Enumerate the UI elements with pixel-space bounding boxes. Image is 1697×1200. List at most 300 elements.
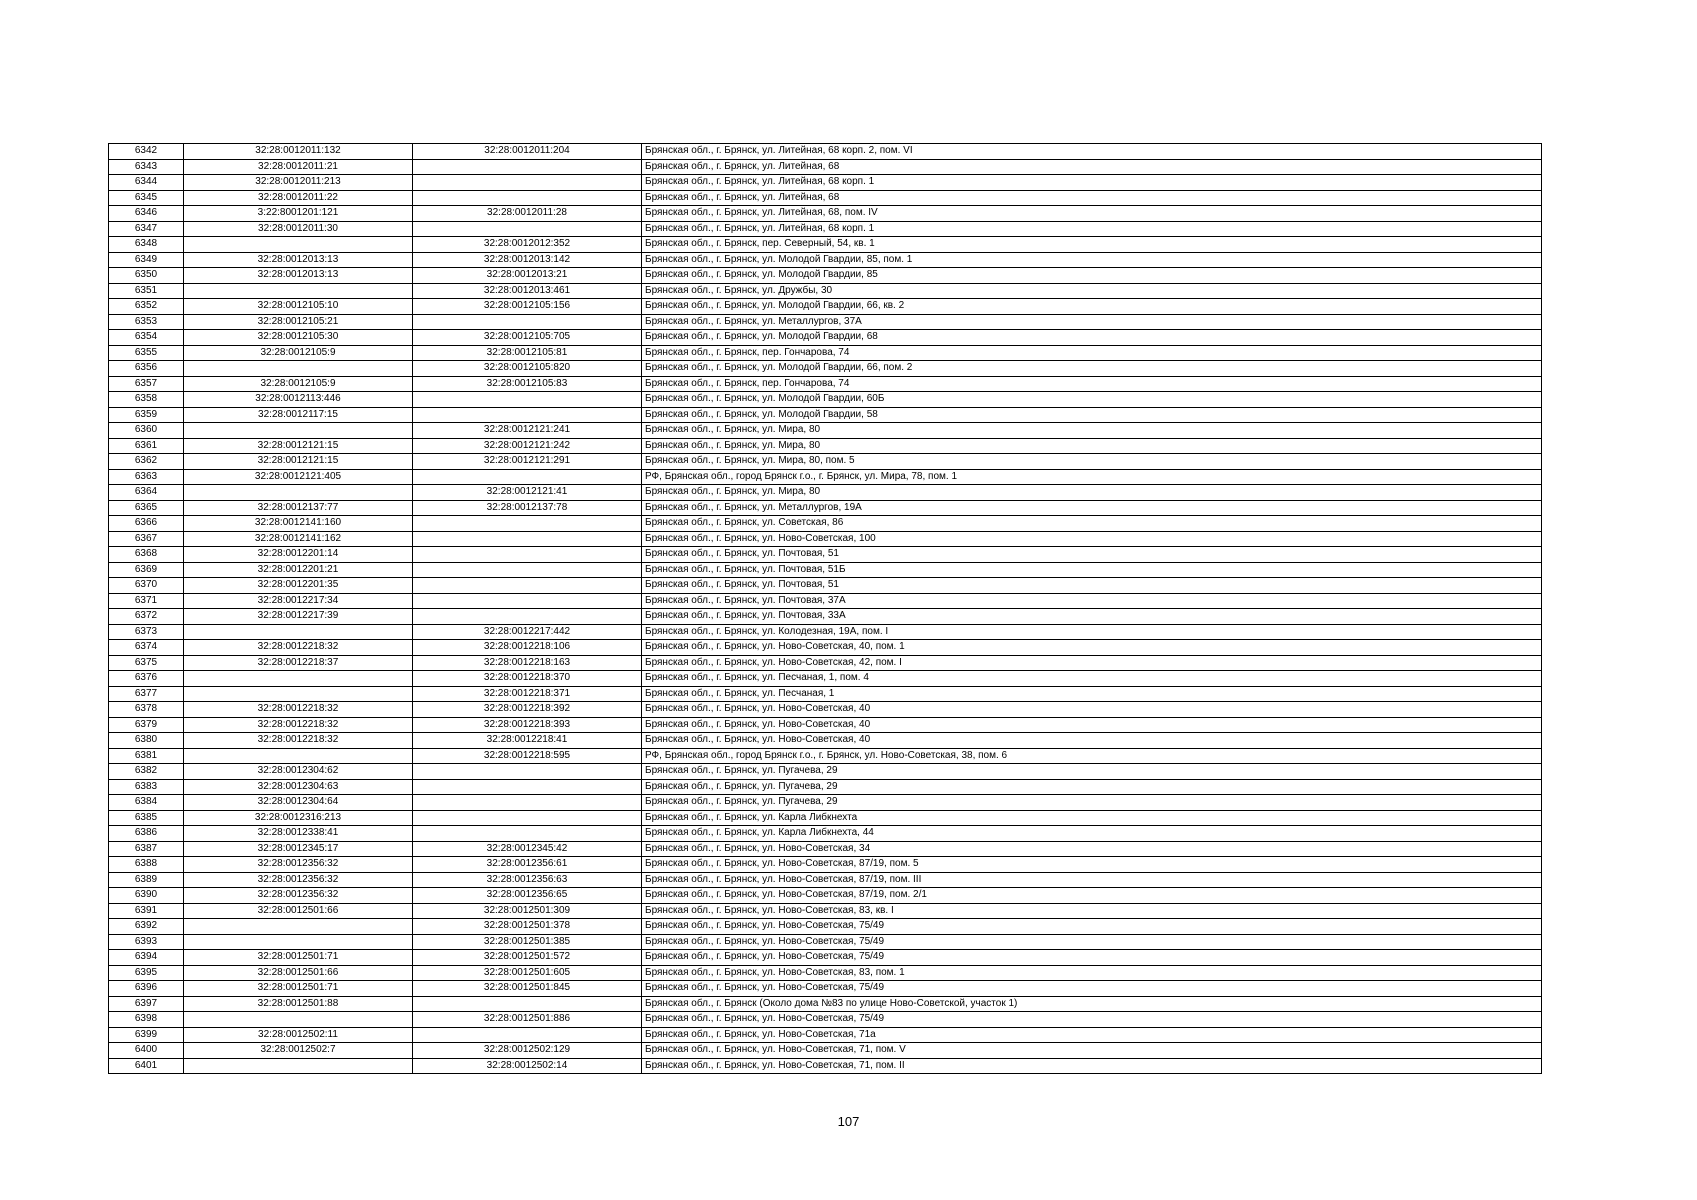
object-cadastral-number-cell bbox=[413, 578, 642, 594]
land-cadastral-number-cell: 32:28:0012011:30 bbox=[184, 221, 413, 237]
table-row bbox=[109, 252, 1542, 268]
row-number-cell: 6388 bbox=[109, 857, 184, 873]
object-cadastral-number-cell: 32:28:0012501:886 bbox=[413, 1012, 642, 1028]
row-number-cell: 6354 bbox=[109, 330, 184, 346]
address-cell: Брянская обл., г. Брянск, ул. Ново-Советская, 75/49 bbox=[642, 934, 1542, 950]
table-row bbox=[109, 423, 1542, 439]
address-cell: Брянская обл., г. Брянск, ул. Металлургов, 19А bbox=[642, 500, 1542, 516]
row-number-cell: 6349 bbox=[109, 252, 184, 268]
table-row bbox=[109, 485, 1542, 501]
object-cadastral-number-cell: 32:28:0012218:41 bbox=[413, 733, 642, 749]
object-cadastral-number-cell bbox=[413, 609, 642, 625]
row-number-cell: 6353 bbox=[109, 314, 184, 330]
object-cadastral-number-cell: 32:28:0012356:61 bbox=[413, 857, 642, 873]
table-row bbox=[109, 376, 1542, 392]
address-cell: Брянская обл., г. Брянск, ул. Литейная, 68 bbox=[642, 159, 1542, 175]
row-number-cell: 6362 bbox=[109, 454, 184, 470]
object-cadastral-number-cell: 32:28:0012121:41 bbox=[413, 485, 642, 501]
land-cadastral-number-cell: 32:28:0012201:21 bbox=[184, 562, 413, 578]
object-cadastral-number-cell: 32:28:0012011:28 bbox=[413, 206, 642, 222]
address-cell: Брянская обл., г. Брянск, ул. Молодой Гвардии, 85, пом. 1 bbox=[642, 252, 1542, 268]
table-row bbox=[109, 748, 1542, 764]
land-cadastral-number-cell: 32:28:0012113:446 bbox=[184, 392, 413, 408]
table-row bbox=[109, 407, 1542, 423]
address-cell: Брянская обл., г. Брянск, ул. Ново-Советская, 40 bbox=[642, 717, 1542, 733]
address-cell: Брянская обл., г. Брянск, ул. Мира, 80 bbox=[642, 423, 1542, 439]
object-cadastral-number-cell: 32:28:0012121:242 bbox=[413, 438, 642, 454]
address-cell: Брянская обл., г. Брянск, ул. Мира, 80 bbox=[642, 438, 1542, 454]
row-number-cell: 6350 bbox=[109, 268, 184, 284]
row-number-cell: 6347 bbox=[109, 221, 184, 237]
land-cadastral-number-cell bbox=[184, 671, 413, 687]
land-cadastral-number-cell: 32:28:0012217:39 bbox=[184, 609, 413, 625]
table-row bbox=[109, 671, 1542, 687]
table-row bbox=[109, 872, 1542, 888]
table-row bbox=[109, 175, 1542, 191]
row-number-cell: 6355 bbox=[109, 345, 184, 361]
table-row bbox=[109, 454, 1542, 470]
table-row bbox=[109, 593, 1542, 609]
object-cadastral-number-cell: 32:28:0012121:241 bbox=[413, 423, 642, 439]
land-cadastral-number-cell: 32:28:0012218:32 bbox=[184, 702, 413, 718]
address-cell: Брянская обл., г. Брянск, ул. Литейная, 68 корп. 1 bbox=[642, 175, 1542, 191]
address-cell: Брянская обл., г. Брянск, ул. Ново-Советская, 42, пом. I bbox=[642, 655, 1542, 671]
object-cadastral-number-cell bbox=[413, 531, 642, 547]
row-number-cell: 6400 bbox=[109, 1043, 184, 1059]
row-number-cell: 6360 bbox=[109, 423, 184, 439]
object-cadastral-number-cell: 32:28:0012013:461 bbox=[413, 283, 642, 299]
address-cell: Брянская обл., г. Брянск, ул. Ново-Советская, 40, пом. 1 bbox=[642, 640, 1542, 656]
row-number-cell: 6396 bbox=[109, 981, 184, 997]
address-cell: Брянская обл., г. Брянск, ул. Почтовая, 33А bbox=[642, 609, 1542, 625]
row-number-cell: 6344 bbox=[109, 175, 184, 191]
object-cadastral-number-cell bbox=[413, 795, 642, 811]
land-cadastral-number-cell: 32:28:0012304:63 bbox=[184, 779, 413, 795]
row-number-cell: 6390 bbox=[109, 888, 184, 904]
table-row bbox=[109, 981, 1542, 997]
table-row bbox=[109, 950, 1542, 966]
land-cadastral-number-cell: 32:28:0012502:11 bbox=[184, 1027, 413, 1043]
property-registry-table bbox=[108, 143, 1542, 1074]
land-cadastral-number-cell: 32:28:0012501:71 bbox=[184, 950, 413, 966]
object-cadastral-number-cell bbox=[413, 175, 642, 191]
object-cadastral-number-cell: 32:28:0012218:370 bbox=[413, 671, 642, 687]
table-row bbox=[109, 562, 1542, 578]
land-cadastral-number-cell bbox=[184, 748, 413, 764]
object-cadastral-number-cell: 32:28:0012501:385 bbox=[413, 934, 642, 950]
address-cell: Брянская обл., г. Брянск, ул. Советская, 86 bbox=[642, 516, 1542, 532]
address-cell: Брянская обл., г. Брянск (Около дома №83 по улице Ново-Советской, участок 1) bbox=[642, 996, 1542, 1012]
row-number-cell: 6382 bbox=[109, 764, 184, 780]
row-number-cell: 6351 bbox=[109, 283, 184, 299]
row-number-cell: 6392 bbox=[109, 919, 184, 935]
land-cadastral-number-cell: 32:28:0012218:32 bbox=[184, 717, 413, 733]
address-cell: Брянская обл., г. Брянск, ул. Пугачева, 29 bbox=[642, 764, 1542, 780]
address-cell: Брянская обл., г. Брянск, пер. Гончарова, 74 bbox=[642, 345, 1542, 361]
table-row bbox=[109, 500, 1542, 516]
object-cadastral-number-cell: 32:28:0012356:65 bbox=[413, 888, 642, 904]
table-row bbox=[109, 144, 1542, 160]
address-cell: РФ, Брянская обл., город Брянск г.о., г. Брянск, ул. Ново-Советская, 38, пом. 6 bbox=[642, 748, 1542, 764]
row-number-cell: 6373 bbox=[109, 624, 184, 640]
address-cell: Брянская обл., г. Брянск, ул. Почтовая, 37А bbox=[642, 593, 1542, 609]
table-row bbox=[109, 392, 1542, 408]
row-number-cell: 6343 bbox=[109, 159, 184, 175]
table-row bbox=[109, 795, 1542, 811]
land-cadastral-number-cell bbox=[184, 624, 413, 640]
land-cadastral-number-cell bbox=[184, 283, 413, 299]
address-cell: Брянская обл., г. Брянск, ул. Ново-Советская, 87/19, пом. 5 bbox=[642, 857, 1542, 873]
land-cadastral-number-cell: 32:28:0012121:15 bbox=[184, 454, 413, 470]
land-cadastral-number-cell: 32:28:0012011:21 bbox=[184, 159, 413, 175]
object-cadastral-number-cell: 32:28:0012218:595 bbox=[413, 748, 642, 764]
object-cadastral-number-cell bbox=[413, 159, 642, 175]
land-cadastral-number-cell bbox=[184, 237, 413, 253]
address-cell: Брянская обл., г. Брянск, ул. Молодой Гвардии, 68 bbox=[642, 330, 1542, 346]
table-row bbox=[109, 314, 1542, 330]
table-row bbox=[109, 857, 1542, 873]
row-number-cell: 6393 bbox=[109, 934, 184, 950]
land-cadastral-number-cell: 32:28:0012141:162 bbox=[184, 531, 413, 547]
address-cell: Брянская обл., г. Брянск, ул. Молодой Гвардии, 66, кв. 2 bbox=[642, 299, 1542, 315]
address-cell: Брянская обл., г. Брянск, ул. Ново-Советская, 34 bbox=[642, 841, 1542, 857]
land-cadastral-number-cell bbox=[184, 423, 413, 439]
table-row bbox=[109, 268, 1542, 284]
land-cadastral-number-cell: 32:28:0012105:9 bbox=[184, 376, 413, 392]
object-cadastral-number-cell: 32:28:0012218:392 bbox=[413, 702, 642, 718]
table-row bbox=[109, 547, 1542, 563]
land-cadastral-number-cell: 32:28:0012011:132 bbox=[184, 144, 413, 160]
land-cadastral-number-cell: 32:28:0012011:22 bbox=[184, 190, 413, 206]
row-number-cell: 6348 bbox=[109, 237, 184, 253]
row-number-cell: 6387 bbox=[109, 841, 184, 857]
row-number-cell: 6363 bbox=[109, 469, 184, 485]
object-cadastral-number-cell: 32:28:0012105:83 bbox=[413, 376, 642, 392]
table-row bbox=[109, 609, 1542, 625]
table-row bbox=[109, 996, 1542, 1012]
land-cadastral-number-cell: 32:28:0012117:15 bbox=[184, 407, 413, 423]
address-cell: Брянская обл., г. Брянск, ул. Ново-Советская, 83, пом. 1 bbox=[642, 965, 1542, 981]
object-cadastral-number-cell: 32:28:0012345:42 bbox=[413, 841, 642, 857]
object-cadastral-number-cell bbox=[413, 190, 642, 206]
land-cadastral-number-cell: 32:28:0012105:21 bbox=[184, 314, 413, 330]
row-number-cell: 6391 bbox=[109, 903, 184, 919]
land-cadastral-number-cell: 32:28:0012218:37 bbox=[184, 655, 413, 671]
row-number-cell: 6371 bbox=[109, 593, 184, 609]
table-row bbox=[109, 578, 1542, 594]
land-cadastral-number-cell: 32:28:0012502:7 bbox=[184, 1043, 413, 1059]
table-row bbox=[109, 469, 1542, 485]
table-row bbox=[109, 283, 1542, 299]
table-row bbox=[109, 1027, 1542, 1043]
object-cadastral-number-cell bbox=[413, 779, 642, 795]
table-row bbox=[109, 531, 1542, 547]
land-cadastral-number-cell: 32:28:0012218:32 bbox=[184, 733, 413, 749]
address-cell: Брянская обл., г. Брянск, ул. Пугачева, 29 bbox=[642, 795, 1542, 811]
object-cadastral-number-cell: 32:28:0012501:605 bbox=[413, 965, 642, 981]
object-cadastral-number-cell: 32:28:0012121:291 bbox=[413, 454, 642, 470]
table-row bbox=[109, 919, 1542, 935]
address-cell: Брянская обл., г. Брянск, ул. Ново-Советская, 40 bbox=[642, 702, 1542, 718]
land-cadastral-number-cell: 32:28:0012218:32 bbox=[184, 640, 413, 656]
table-row bbox=[109, 345, 1542, 361]
object-cadastral-number-cell bbox=[413, 810, 642, 826]
land-cadastral-number-cell: 32:28:0012217:34 bbox=[184, 593, 413, 609]
land-cadastral-number-cell: 32:28:0012356:32 bbox=[184, 872, 413, 888]
row-number-cell: 6346 bbox=[109, 206, 184, 222]
address-cell: Брянская обл., г. Брянск, ул. Мира, 80, пом. 5 bbox=[642, 454, 1542, 470]
address-cell: Брянская обл., г. Брянск, ул. Ново-Советская, 87/19, пом. 2/1 bbox=[642, 888, 1542, 904]
object-cadastral-number-cell bbox=[413, 562, 642, 578]
row-number-cell: 6361 bbox=[109, 438, 184, 454]
land-cadastral-number-cell: 32:28:0012501:71 bbox=[184, 981, 413, 997]
row-number-cell: 6399 bbox=[109, 1027, 184, 1043]
table-row bbox=[109, 640, 1542, 656]
row-number-cell: 6398 bbox=[109, 1012, 184, 1028]
object-cadastral-number-cell: 32:28:0012218:371 bbox=[413, 686, 642, 702]
address-cell: Брянская обл., г. Брянск, ул. Ново-Советская, 71а bbox=[642, 1027, 1542, 1043]
land-cadastral-number-cell: 32:28:0012121:15 bbox=[184, 438, 413, 454]
object-cadastral-number-cell: 32:28:0012501:845 bbox=[413, 981, 642, 997]
object-cadastral-number-cell bbox=[413, 392, 642, 408]
land-cadastral-number-cell: 32:28:0012201:14 bbox=[184, 547, 413, 563]
land-cadastral-number-cell bbox=[184, 361, 413, 377]
row-number-cell: 6397 bbox=[109, 996, 184, 1012]
address-cell: Брянская обл., г. Брянск, ул. Ново-Советская, 100 bbox=[642, 531, 1542, 547]
object-cadastral-number-cell: 32:28:0012502:129 bbox=[413, 1043, 642, 1059]
address-cell: Брянская обл., г. Брянск, ул. Колодезная, 19А, пом. I bbox=[642, 624, 1542, 640]
row-number-cell: 6364 bbox=[109, 485, 184, 501]
object-cadastral-number-cell: 32:28:0012013:21 bbox=[413, 268, 642, 284]
row-number-cell: 6401 bbox=[109, 1058, 184, 1074]
object-cadastral-number-cell: 32:28:0012218:163 bbox=[413, 655, 642, 671]
table-row bbox=[109, 206, 1542, 222]
land-cadastral-number-cell: 32:28:0012201:35 bbox=[184, 578, 413, 594]
table-row bbox=[109, 237, 1542, 253]
address-cell: Брянская обл., г. Брянск, ул. Ново-Советская, 87/19, пом. III bbox=[642, 872, 1542, 888]
land-cadastral-number-cell: 32:28:0012501:88 bbox=[184, 996, 413, 1012]
address-cell: Брянская обл., г. Брянск, ул. Металлургов, 37А bbox=[642, 314, 1542, 330]
address-cell: Брянская обл., г. Брянск, пер. Северный, 54, кв. 1 bbox=[642, 237, 1542, 253]
address-cell: Брянская обл., г. Брянск, ул. Литейная, 68, пом. IV bbox=[642, 206, 1542, 222]
object-cadastral-number-cell: 32:28:0012011:204 bbox=[413, 144, 642, 160]
row-number-cell: 6374 bbox=[109, 640, 184, 656]
table-row bbox=[109, 361, 1542, 377]
row-number-cell: 6345 bbox=[109, 190, 184, 206]
address-cell: Брянская обл., г. Брянск, ул. Почтовая, 51 bbox=[642, 578, 1542, 594]
address-cell: Брянская обл., г. Брянск, ул. Литейная, 68 корп. 1 bbox=[642, 221, 1542, 237]
address-cell: Брянская обл., г. Брянск, ул. Молодой Гвардии, 60Б bbox=[642, 392, 1542, 408]
row-number-cell: 6377 bbox=[109, 686, 184, 702]
land-cadastral-number-cell: 32:28:0012501:66 bbox=[184, 965, 413, 981]
row-number-cell: 6389 bbox=[109, 872, 184, 888]
table-row bbox=[109, 221, 1542, 237]
object-cadastral-number-cell: 32:28:0012218:106 bbox=[413, 640, 642, 656]
land-cadastral-number-cell: 32:28:0012316:213 bbox=[184, 810, 413, 826]
address-cell: Брянская обл., г. Брянск, ул. Молодой Гвардии, 58 bbox=[642, 407, 1542, 423]
address-cell: Брянская обл., г. Брянск, ул. Дружбы, 30 bbox=[642, 283, 1542, 299]
table-row bbox=[109, 159, 1542, 175]
address-cell: Брянская обл., г. Брянск, ул. Литейная, 68 корп. 2, пом. VI bbox=[642, 144, 1542, 160]
object-cadastral-number-cell bbox=[413, 314, 642, 330]
table-row bbox=[109, 779, 1542, 795]
table-row bbox=[109, 810, 1542, 826]
land-cadastral-number-cell: 32:28:0012304:62 bbox=[184, 764, 413, 780]
object-cadastral-number-cell: 32:28:0012501:378 bbox=[413, 919, 642, 935]
object-cadastral-number-cell: 32:28:0012218:393 bbox=[413, 717, 642, 733]
table-row bbox=[109, 624, 1542, 640]
row-number-cell: 6352 bbox=[109, 299, 184, 315]
address-cell: Брянская обл., г. Брянск, ул. Ново-Советская, 75/49 bbox=[642, 981, 1542, 997]
row-number-cell: 6367 bbox=[109, 531, 184, 547]
land-cadastral-number-cell: 32:28:0012105:10 bbox=[184, 299, 413, 315]
land-cadastral-number-cell bbox=[184, 934, 413, 950]
row-number-cell: 6395 bbox=[109, 965, 184, 981]
row-number-cell: 6369 bbox=[109, 562, 184, 578]
table-row bbox=[109, 888, 1542, 904]
address-cell: Брянская обл., г. Брянск, ул. Карла Либкнехта bbox=[642, 810, 1542, 826]
address-cell: Брянская обл., г. Брянск, ул. Ново-Советская, 75/49 bbox=[642, 950, 1542, 966]
table-body bbox=[109, 144, 1542, 1074]
object-cadastral-number-cell: 32:28:0012105:820 bbox=[413, 361, 642, 377]
land-cadastral-number-cell: 3:22:8001201:121 bbox=[184, 206, 413, 222]
address-cell: Брянская обл., г. Брянск, ул. Молодой Гвардии, 66, пом. 2 bbox=[642, 361, 1542, 377]
object-cadastral-number-cell bbox=[413, 996, 642, 1012]
table-row bbox=[109, 934, 1542, 950]
row-number-cell: 6384 bbox=[109, 795, 184, 811]
table-row bbox=[109, 299, 1542, 315]
object-cadastral-number-cell: 32:28:0012012:352 bbox=[413, 237, 642, 253]
table-row bbox=[109, 826, 1542, 842]
land-cadastral-number-cell: 32:28:0012356:32 bbox=[184, 857, 413, 873]
row-number-cell: 6380 bbox=[109, 733, 184, 749]
land-cadastral-number-cell: 32:28:0012013:13 bbox=[184, 268, 413, 284]
address-cell: Брянская обл., г. Брянск, пер. Гончарова, 74 bbox=[642, 376, 1542, 392]
object-cadastral-number-cell bbox=[413, 407, 642, 423]
row-number-cell: 6386 bbox=[109, 826, 184, 842]
object-cadastral-number-cell: 32:28:0012501:309 bbox=[413, 903, 642, 919]
object-cadastral-number-cell: 32:28:0012217:442 bbox=[413, 624, 642, 640]
table-row bbox=[109, 764, 1542, 780]
table-row bbox=[109, 330, 1542, 346]
land-cadastral-number-cell bbox=[184, 1012, 413, 1028]
row-number-cell: 6359 bbox=[109, 407, 184, 423]
row-number-cell: 6385 bbox=[109, 810, 184, 826]
land-cadastral-number-cell: 32:28:0012304:64 bbox=[184, 795, 413, 811]
address-cell: Брянская обл., г. Брянск, ул. Карла Либкнехта, 44 bbox=[642, 826, 1542, 842]
row-number-cell: 6379 bbox=[109, 717, 184, 733]
land-cadastral-number-cell: 32:28:0012013:13 bbox=[184, 252, 413, 268]
address-cell: Брянская обл., г. Брянск, ул. Ново-Советская, 83, кв. I bbox=[642, 903, 1542, 919]
table-row bbox=[109, 965, 1542, 981]
table-row bbox=[109, 841, 1542, 857]
object-cadastral-number-cell: 32:28:0012356:63 bbox=[413, 872, 642, 888]
object-cadastral-number-cell: 32:28:0012502:14 bbox=[413, 1058, 642, 1074]
address-cell: Брянская обл., г. Брянск, ул. Ново-Советская, 71, пом. V bbox=[642, 1043, 1542, 1059]
object-cadastral-number-cell bbox=[413, 826, 642, 842]
object-cadastral-number-cell bbox=[413, 547, 642, 563]
land-cadastral-number-cell bbox=[184, 686, 413, 702]
row-number-cell: 6372 bbox=[109, 609, 184, 625]
object-cadastral-number-cell bbox=[413, 1027, 642, 1043]
address-cell: Брянская обл., г. Брянск, ул. Ново-Советская, 71, пом. II bbox=[642, 1058, 1542, 1074]
row-number-cell: 6356 bbox=[109, 361, 184, 377]
address-cell: Брянская обл., г. Брянск, ул. Ново-Советская, 75/49 bbox=[642, 1012, 1542, 1028]
row-number-cell: 6357 bbox=[109, 376, 184, 392]
land-cadastral-number-cell: 32:28:0012105:9 bbox=[184, 345, 413, 361]
land-cadastral-number-cell: 32:28:0012141:160 bbox=[184, 516, 413, 532]
row-number-cell: 6365 bbox=[109, 500, 184, 516]
row-number-cell: 6370 bbox=[109, 578, 184, 594]
land-cadastral-number-cell: 32:28:0012356:32 bbox=[184, 888, 413, 904]
address-cell: Брянская обл., г. Брянск, ул. Песчаная, 1 bbox=[642, 686, 1542, 702]
land-cadastral-number-cell bbox=[184, 919, 413, 935]
table-row bbox=[109, 717, 1542, 733]
address-cell: Брянская обл., г. Брянск, ул. Мира, 80 bbox=[642, 485, 1542, 501]
address-cell: Брянская обл., г. Брянск, ул. Почтовая, 51Б bbox=[642, 562, 1542, 578]
table-row bbox=[109, 190, 1542, 206]
table-row bbox=[109, 438, 1542, 454]
address-cell: Брянская обл., г. Брянск, ул. Пугачева, 29 bbox=[642, 779, 1542, 795]
table-row bbox=[109, 516, 1542, 532]
land-cadastral-number-cell: 32:28:0012501:66 bbox=[184, 903, 413, 919]
address-cell: Брянская обл., г. Брянск, ул. Почтовая, 51 bbox=[642, 547, 1542, 563]
table-row bbox=[109, 903, 1542, 919]
table-row bbox=[109, 655, 1542, 671]
table-row bbox=[109, 1043, 1542, 1059]
address-cell: Брянская обл., г. Брянск, ул. Песчаная, 1, пом. 4 bbox=[642, 671, 1542, 687]
object-cadastral-number-cell: 32:28:0012105:705 bbox=[413, 330, 642, 346]
address-cell: РФ, Брянская обл., город Брянск г.о., г. Брянск, ул. Мира, 78, пом. 1 bbox=[642, 469, 1542, 485]
object-cadastral-number-cell: 32:28:0012013:142 bbox=[413, 252, 642, 268]
land-cadastral-number-cell bbox=[184, 485, 413, 501]
row-number-cell: 6366 bbox=[109, 516, 184, 532]
land-cadastral-number-cell: 32:28:0012121:405 bbox=[184, 469, 413, 485]
address-cell: Брянская обл., г. Брянск, ул. Молодой Гвардии, 85 bbox=[642, 268, 1542, 284]
table-row bbox=[109, 733, 1542, 749]
address-cell: Брянская обл., г. Брянск, ул. Ново-Советская, 40 bbox=[642, 733, 1542, 749]
table-row bbox=[109, 702, 1542, 718]
land-cadastral-number-cell: 32:28:0012105:30 bbox=[184, 330, 413, 346]
land-cadastral-number-cell: 32:28:0012338:41 bbox=[184, 826, 413, 842]
object-cadastral-number-cell bbox=[413, 221, 642, 237]
row-number-cell: 6394 bbox=[109, 950, 184, 966]
object-cadastral-number-cell bbox=[413, 764, 642, 780]
object-cadastral-number-cell: 32:28:0012137:78 bbox=[413, 500, 642, 516]
address-cell: Брянская обл., г. Брянск, ул. Литейная, 68 bbox=[642, 190, 1542, 206]
row-number-cell: 6383 bbox=[109, 779, 184, 795]
row-number-cell: 6358 bbox=[109, 392, 184, 408]
table-row bbox=[109, 1058, 1542, 1074]
land-cadastral-number-cell bbox=[184, 1058, 413, 1074]
table-row bbox=[109, 686, 1542, 702]
row-number-cell: 6378 bbox=[109, 702, 184, 718]
object-cadastral-number-cell bbox=[413, 516, 642, 532]
land-cadastral-number-cell: 32:28:0012345:17 bbox=[184, 841, 413, 857]
row-number-cell: 6376 bbox=[109, 671, 184, 687]
page-number: 107 bbox=[837, 1114, 860, 1129]
object-cadastral-number-cell: 32:28:0012105:156 bbox=[413, 299, 642, 315]
object-cadastral-number-cell: 32:28:0012105:81 bbox=[413, 345, 642, 361]
address-cell: Брянская обл., г. Брянск, ул. Ново-Советская, 75/49 bbox=[642, 919, 1542, 935]
table-row bbox=[109, 1012, 1542, 1028]
row-number-cell: 6375 bbox=[109, 655, 184, 671]
row-number-cell: 6381 bbox=[109, 748, 184, 764]
row-number-cell: 6342 bbox=[109, 144, 184, 160]
object-cadastral-number-cell bbox=[413, 469, 642, 485]
land-cadastral-number-cell: 32:28:0012137:77 bbox=[184, 500, 413, 516]
object-cadastral-number-cell: 32:28:0012501:572 bbox=[413, 950, 642, 966]
